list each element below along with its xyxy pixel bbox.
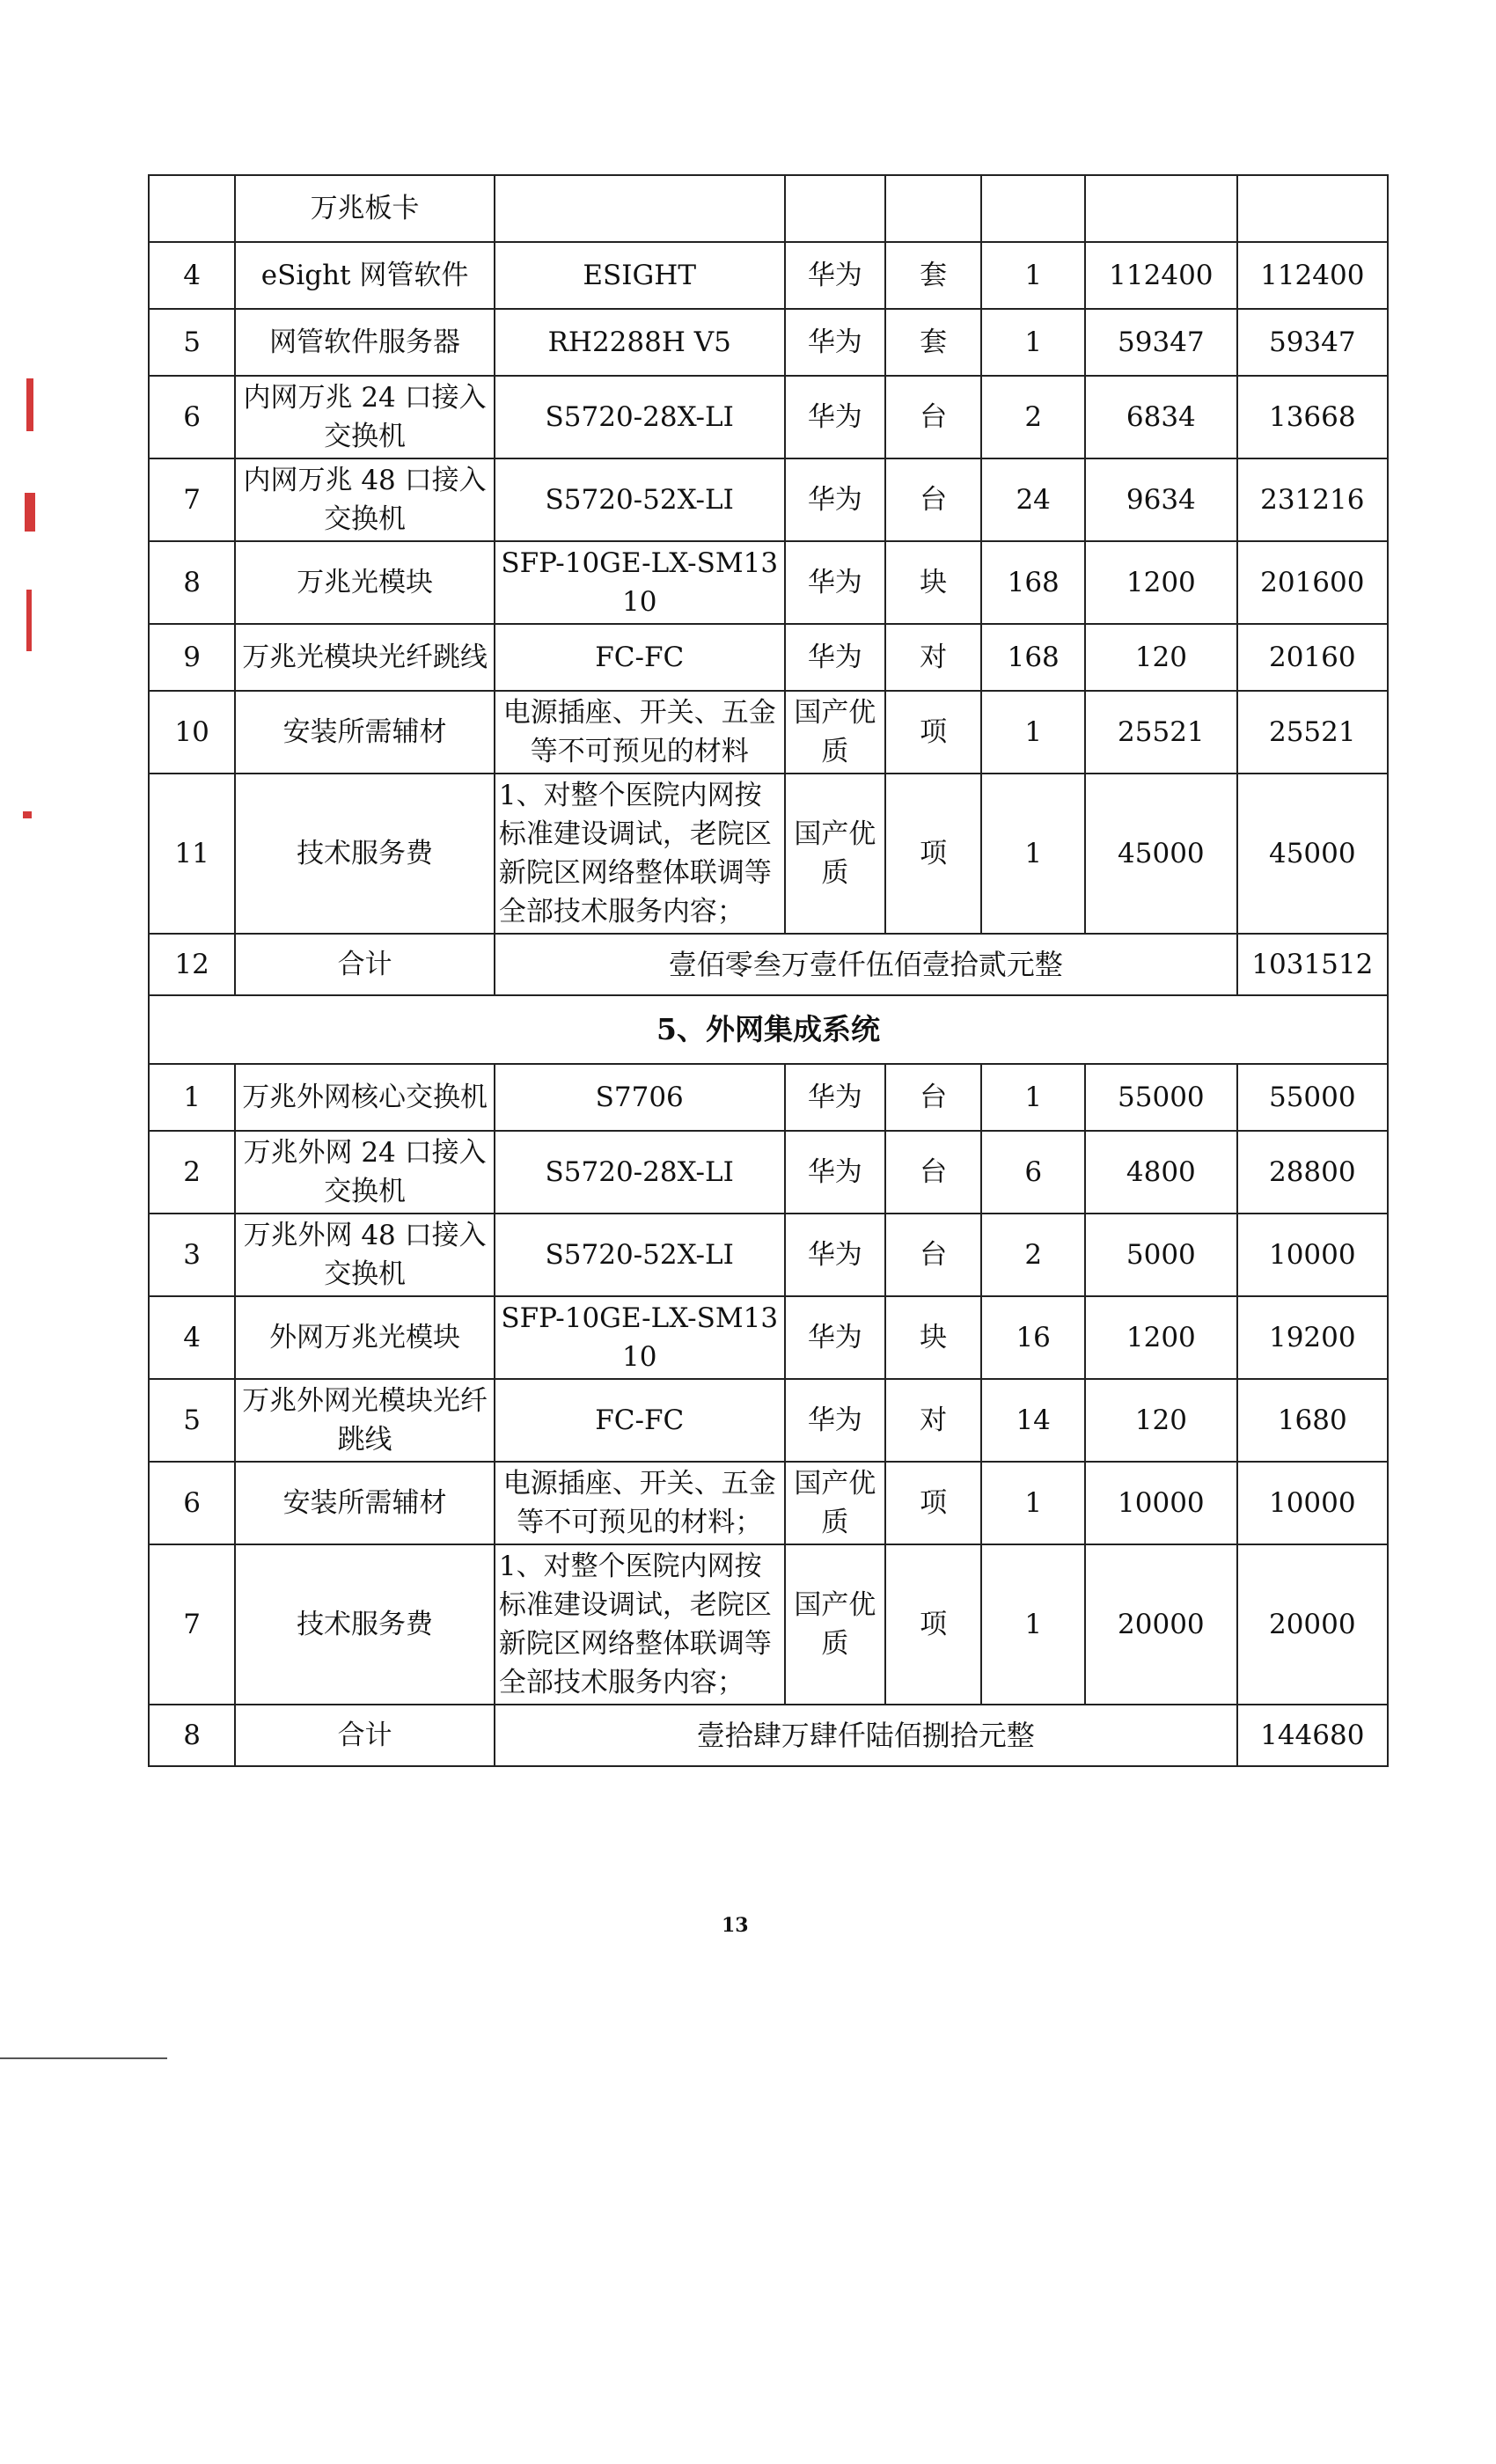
item-unit: 块 — [885, 541, 981, 624]
item-unit: 套 — [885, 309, 981, 376]
item-model: S7706 — [495, 1064, 785, 1131]
item-unit-price: 112400 — [1085, 242, 1236, 309]
item-brand: 华为 — [785, 376, 886, 458]
item-model: RH2288H V5 — [495, 309, 785, 376]
sum-row-2 — [149, 1705, 1388, 1766]
item-brand: 国产优质 — [785, 1462, 886, 1544]
item-quantity: 2 — [981, 1214, 1085, 1296]
item-name: 万兆外网光模块光纤跳线 — [235, 1379, 495, 1462]
table-row — [149, 774, 1388, 934]
table-row — [149, 1214, 1388, 1296]
item-unit-price: 59347 — [1085, 309, 1236, 376]
item-brand: 华为 — [785, 624, 886, 691]
item-name: 万兆光模块光纤跳线 — [235, 624, 495, 691]
document-page — [148, 174, 1389, 1767]
item-quantity: 168 — [981, 541, 1085, 624]
item-name: 内网万兆 24 口接入交换机 — [235, 376, 495, 458]
item-unit: 项 — [885, 1462, 981, 1544]
item-model: FC-FC — [495, 624, 785, 691]
page-number: 13 — [722, 1914, 749, 1937]
item-brand: 华为 — [785, 458, 886, 541]
item-unit-price: 120 — [1085, 1379, 1236, 1462]
row-number: 11 — [149, 774, 235, 934]
table-row — [149, 1296, 1388, 1379]
item-quantity: 2 — [981, 376, 1085, 458]
item-unit: 对 — [885, 1379, 981, 1462]
item-unit: 项 — [885, 774, 981, 934]
item-model: SFP-10GE-LX-SM1310 — [495, 1296, 785, 1379]
item-name: 万兆板卡 — [235, 175, 495, 242]
item-total: 231216 — [1237, 458, 1388, 541]
sum-value: 1031512 — [1237, 934, 1388, 995]
item-unit: 台 — [885, 1214, 981, 1296]
item-brand: 华为 — [785, 1214, 886, 1296]
item-brand: 华为 — [785, 1131, 886, 1214]
row-number: 5 — [149, 1379, 235, 1462]
item-unit: 台 — [885, 376, 981, 458]
item-unit: 台 — [885, 1064, 981, 1131]
divider — [0, 2057, 167, 2059]
item-name: eSight 网管软件 — [235, 242, 495, 309]
table-row — [149, 376, 1388, 458]
sum-row-1 — [149, 934, 1388, 1064]
table-row — [149, 1379, 1388, 1462]
item-quantity: 24 — [981, 458, 1085, 541]
item-brand: 华为 — [785, 309, 886, 376]
table-body-external — [149, 1064, 1388, 1705]
sum-label: 合计 — [235, 1705, 495, 1766]
item-brand: 华为 — [785, 242, 886, 309]
item-quantity: 14 — [981, 1379, 1085, 1462]
row-number: 9 — [149, 624, 235, 691]
table-row — [149, 1064, 1388, 1131]
row-number: 6 — [149, 1462, 235, 1544]
table-row — [149, 242, 1388, 309]
row-number: 1 — [149, 1064, 235, 1131]
item-brand: 国产优质 — [785, 774, 886, 934]
item-model: 1、对整个医院内网按标准建设调试，老院区新院区网络整体联调等全部技术服务内容； — [495, 774, 785, 934]
table-row — [149, 1131, 1388, 1214]
table-row — [149, 541, 1388, 624]
item-unit-price: 20000 — [1085, 1544, 1236, 1705]
row-number: 3 — [149, 1214, 235, 1296]
item-total: 1680 — [1237, 1379, 1388, 1462]
item-model: FC-FC — [495, 1379, 785, 1462]
item-unit: 台 — [885, 458, 981, 541]
stamp-mark — [25, 493, 35, 532]
item-name: 网管软件服务器 — [235, 309, 495, 376]
item-brand: 华为 — [785, 541, 886, 624]
item-name: 万兆光模块 — [235, 541, 495, 624]
row-number: 6 — [149, 376, 235, 458]
sum-in-words: 壹拾肆万肆仟陆佰捌拾元整 — [495, 1705, 1237, 1766]
table-row — [149, 1544, 1388, 1705]
item-total: 13668 — [1237, 376, 1388, 458]
item-model: S5720-28X-LI — [495, 1131, 785, 1214]
table-row — [149, 309, 1388, 376]
item-name: 安装所需辅材 — [235, 691, 495, 774]
item-unit-price: 25521 — [1085, 691, 1236, 774]
item-model: S5720-52X-LI — [495, 1214, 785, 1296]
item-unit-price: 1200 — [1085, 1296, 1236, 1379]
section-title: 5、外网集成系统 — [149, 995, 1388, 1064]
table-row — [149, 624, 1388, 691]
item-name: 万兆外网核心交换机 — [235, 1064, 495, 1131]
item-quantity: 1 — [981, 774, 1085, 934]
item-total: 59347 — [1237, 309, 1388, 376]
section-header-row — [149, 995, 1388, 1064]
item-unit: 台 — [885, 1131, 981, 1214]
table-row — [149, 691, 1388, 774]
item-brand: 国产优质 — [785, 1544, 886, 1705]
row-number: 4 — [149, 242, 235, 309]
item-total: 28800 — [1237, 1131, 1388, 1214]
item-quantity: 1 — [981, 1544, 1085, 1705]
item-total: 10000 — [1237, 1214, 1388, 1296]
item-model: ESIGHT — [495, 242, 785, 309]
sum-value: 144680 — [1237, 1705, 1388, 1766]
item-total: 201600 — [1237, 541, 1388, 624]
item-total: 19200 — [1237, 1296, 1388, 1379]
item-quantity: 1 — [981, 1462, 1085, 1544]
item-unit: 项 — [885, 1544, 981, 1705]
item-model: SFP-10GE-LX-SM1310 — [495, 541, 785, 624]
item-total: 45000 — [1237, 774, 1388, 934]
item-name: 万兆外网 48 口接入交换机 — [235, 1214, 495, 1296]
pricing-table — [148, 174, 1389, 1767]
table-row — [149, 458, 1388, 541]
item-unit-price: 1200 — [1085, 541, 1236, 624]
item-model: 电源插座、开关、五金等不可预见的材料 — [495, 691, 785, 774]
sum-label: 合计 — [235, 934, 495, 995]
table-row — [149, 1462, 1388, 1544]
item-unit-price: 45000 — [1085, 774, 1236, 934]
item-brand: 华为 — [785, 1296, 886, 1379]
item-unit: 套 — [885, 242, 981, 309]
row-number: 8 — [149, 1705, 235, 1766]
row-number: 8 — [149, 541, 235, 624]
item-quantity: 1 — [981, 242, 1085, 309]
item-quantity: 1 — [981, 1064, 1085, 1131]
item-unit: 项 — [885, 691, 981, 774]
item-quantity: 1 — [981, 691, 1085, 774]
item-quantity: 6 — [981, 1131, 1085, 1214]
item-total: 20000 — [1237, 1544, 1388, 1705]
item-unit: 块 — [885, 1296, 981, 1379]
row-number: 10 — [149, 691, 235, 774]
item-brand: 华为 — [785, 1064, 886, 1131]
stamp-mark — [26, 378, 33, 431]
item-total: 112400 — [1237, 242, 1388, 309]
item-unit-price: 5000 — [1085, 1214, 1236, 1296]
row-number: 4 — [149, 1296, 235, 1379]
item-unit-price: 55000 — [1085, 1064, 1236, 1131]
item-name: 技术服务费 — [235, 1544, 495, 1705]
item-model: S5720-52X-LI — [495, 458, 785, 541]
item-total: 20160 — [1237, 624, 1388, 691]
item-name: 内网万兆 48 口接入交换机 — [235, 458, 495, 541]
row-number: 2 — [149, 1131, 235, 1214]
row-number: 5 — [149, 309, 235, 376]
row-number: 7 — [149, 458, 235, 541]
stamp-mark — [26, 590, 32, 651]
item-name: 外网万兆光模块 — [235, 1296, 495, 1379]
item-unit-price: 6834 — [1085, 376, 1236, 458]
item-model: 1、对整个医院内网按标准建设调试，老院区新院区网络整体联调等全部技术服务内容； — [495, 1544, 785, 1705]
table-row — [149, 175, 1388, 242]
item-name: 安装所需辅材 — [235, 1462, 495, 1544]
item-total: 25521 — [1237, 691, 1388, 774]
item-name: 万兆外网 24 口接入交换机 — [235, 1131, 495, 1214]
item-model: 电源插座、开关、五金等不可预见的材料； — [495, 1462, 785, 1544]
item-model: S5720-28X-LI — [495, 376, 785, 458]
item-unit-price: 10000 — [1085, 1462, 1236, 1544]
item-brand: 华为 — [785, 1379, 886, 1462]
item-unit-price: 120 — [1085, 624, 1236, 691]
item-quantity: 16 — [981, 1296, 1085, 1379]
stamp-mark — [23, 811, 32, 818]
item-name: 技术服务费 — [235, 774, 495, 934]
row-number: 7 — [149, 1544, 235, 1705]
item-brand: 国产优质 — [785, 691, 886, 774]
item-unit: 对 — [885, 624, 981, 691]
item-unit-price: 4800 — [1085, 1131, 1236, 1214]
table-row-sum — [149, 1705, 1388, 1766]
item-quantity: 1 — [981, 309, 1085, 376]
item-total: 10000 — [1237, 1462, 1388, 1544]
row-number: 12 — [149, 934, 235, 995]
item-quantity: 168 — [981, 624, 1085, 691]
item-unit-price: 9634 — [1085, 458, 1236, 541]
table-row-sum — [149, 934, 1388, 995]
item-total: 55000 — [1237, 1064, 1388, 1131]
sum-in-words: 壹佰零叁万壹仟伍佰壹拾贰元整 — [495, 934, 1237, 995]
table-body-network — [149, 175, 1388, 934]
